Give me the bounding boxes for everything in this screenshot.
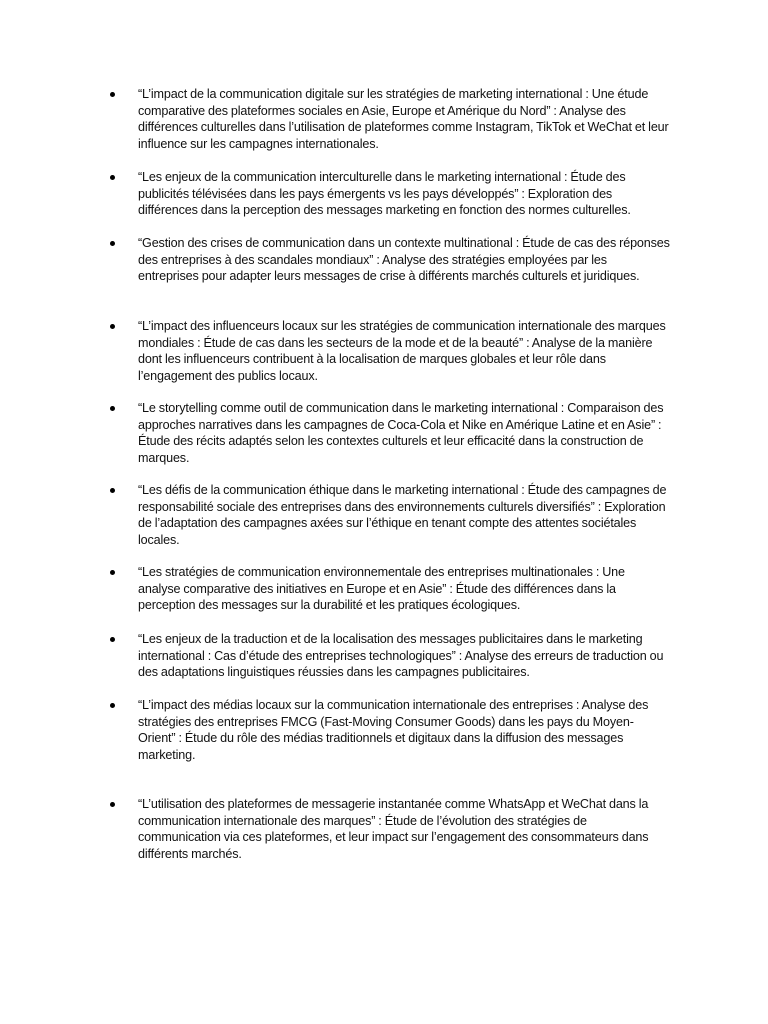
list-item-text: “Les enjeux de la communication interculturelle dans le marketing international : Étude des publicités télévisées dans les pays émergents vs les pays développés” : Exploration des différences dans la perception des messages marketing en fonction des normes culturelles.	[138, 170, 631, 217]
list-item	[110, 318, 670, 384]
list-item	[110, 86, 670, 152]
list-item	[110, 169, 670, 219]
list-item	[110, 235, 670, 285]
bullet-icon	[110, 318, 138, 335]
bullet-icon	[110, 631, 138, 648]
bullet-icon	[110, 86, 138, 103]
bullet-icon	[110, 697, 138, 714]
bullet-icon	[110, 796, 138, 813]
list-item-text: “L’impact des médias locaux sur la communication internationale des entreprises : Analyse des stratégies des entreprises FMCG (Fast-Moving Consumer Goods) dans les pays du Moyen-Orient” : Étude du rôle des médias traditionnels et digitaux dans la diffusion des messages marketing.	[138, 698, 649, 762]
list-item-text: “Le storytelling comme outil de communication dans le marketing international : Comparaison des approches narratives dans les campagnes de Coca-Cola et Nike en Amérique Latine et en Asie” : Étude des récits adaptés selon les contextes culturels et leur efficacité dans la construction de marques.	[138, 401, 664, 465]
list-item-text: “L’impact des influenceurs locaux sur les stratégies de communication internationale des marques mondiales : Étude de cas dans les secteurs de la mode et de la beauté” : Analyse de la manière dont les influenceurs contribuent à la localisation de marques globales et leur rôle dans l’engagement des publics locaux.	[138, 319, 666, 383]
list-item	[110, 796, 670, 862]
list-item	[110, 482, 670, 548]
list-item-text: “L’utilisation des plateformes de messagerie instantanée comme WhatsApp et WeChat dans la communication internationale des marques” : Étude de l’évolution des stratégies de communication via ces plateformes, et leur impact sur l’engagement des consommateurs dans différents marchés.	[138, 797, 649, 861]
list-item	[110, 697, 670, 763]
list-item-text: “Gestion des crises de communication dans un contexte multinational : Étude de cas des réponses des entreprises à des scandales mondiaux” : Analyse des stratégies employées par les entreprises pour adapter leurs messages de crise à différents marchés culturels et juridiques.	[138, 236, 670, 283]
list-item	[110, 631, 670, 681]
bullet-icon	[110, 400, 138, 417]
list-item	[110, 400, 670, 466]
list-item-text: “Les défis de la communication éthique dans le marketing international : Étude des campagnes de responsabilité sociale des entreprises dans des environnements culturels diversifiés” : Exploration de l’adaptation des campagnes axées sur l’éthique en tenant compte des attentes sociétales locales.	[138, 483, 667, 547]
list-item-text: “Les enjeux de la traduction et de la localisation des messages publicitaires dans le marketing international : Cas d’étude des entreprises technologiques” : Analyse des erreurs de traduction ou des adaptations linguistiques réussies dans les campagnes publicitaires.	[138, 632, 664, 679]
bullet-icon	[110, 564, 138, 581]
list-item	[110, 564, 670, 614]
list-item-text: “L’impact de la communication digitale sur les stratégies de marketing international : Une étude comparative des plateformes sociales en Asie, Europe et Amérique du Nord” : Analyse des différences culturelles dans l’utilisation de plateformes comme Instagram, TikTok et WeChat et leur influence sur les campagnes internationales.	[138, 87, 669, 151]
bullet-icon	[110, 169, 138, 186]
list-item-text: “Les stratégies de communication environnementale des entreprises multinationales : Une analyse comparative des initiatives en Europe et en Asie” : Étude des différences dans la perception des messages sur la durabilité et les pratiques écologiques.	[138, 565, 625, 612]
bullet-icon	[110, 235, 138, 252]
bullet-icon	[110, 482, 138, 499]
